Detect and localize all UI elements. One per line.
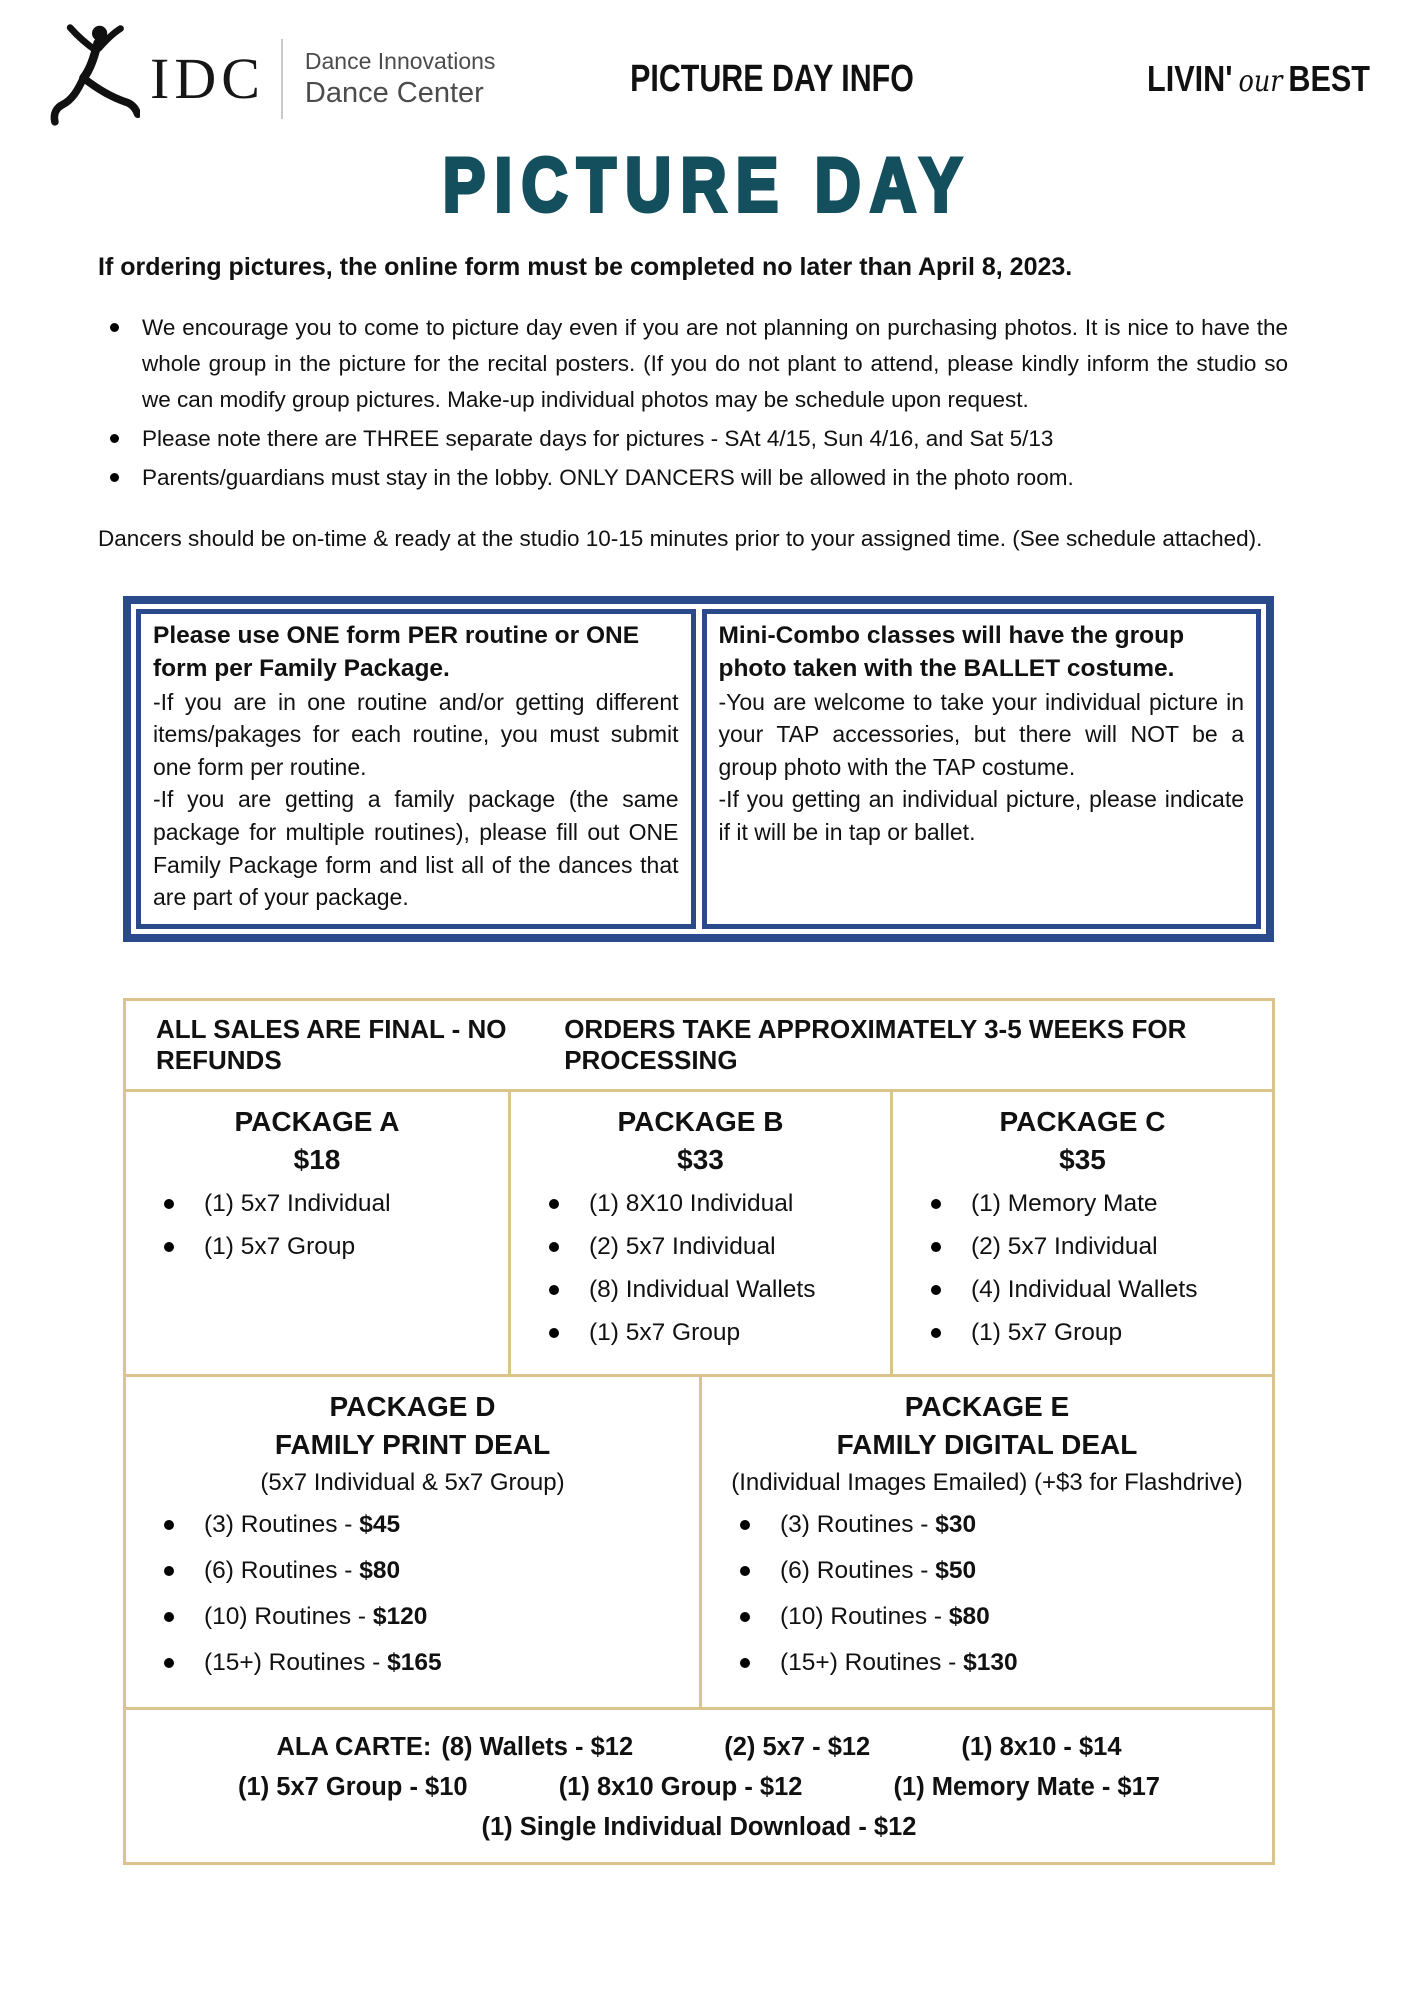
arrival-note: Dancers should be on-time & ready at the studio 10-15 minutes prior to your assigned time. (See schedule attached). (98, 526, 1263, 552)
page-header (0, 0, 1414, 138)
packages-de-row (126, 1377, 1272, 1710)
mini-combo-box (702, 609, 1262, 929)
routine-price: $80 (948, 1603, 990, 1631)
package-item: (8) Individual Wallets (511, 1276, 890, 1304)
package-item (126, 1649, 699, 1677)
package-d-cell (126, 1377, 699, 1707)
doc-header-title: PICTURE DAY INFO (630, 57, 914, 100)
package-item: (1) 5x7 Group (126, 1233, 508, 1261)
package-item (702, 1603, 1272, 1631)
bullet-item: We encourage you to come to picture day even if you are not planning on purchasing photos. It is nice to have the whole group in the picture for the recital posters. (If you do not plant to attend, please kindly inform the studio so we can modify group pictures. Make-up individual photos may be schedule upon request. (98, 310, 1288, 418)
package-e-cell (699, 1377, 1272, 1707)
package-e-subtitle: FAMILY DIGITAL DEAL (836, 1429, 1138, 1461)
mini-combo-paragraph: -If you getting an individual picture, please indicate if it will be in tap or ballet. (718, 786, 1244, 846)
package-item: (2) 5x7 Individual (893, 1233, 1272, 1261)
package-d-items (126, 1511, 699, 1677)
package-d-subtitle: FAMILY PRINT DEAL (274, 1429, 551, 1461)
routine-count: (6) Routines - (204, 1557, 360, 1585)
ala-carte-line (126, 1773, 1272, 1802)
package-item: (1) 5x7 Group (511, 1319, 890, 1347)
ala-carte-label: ALA CARTE: (276, 1733, 432, 1762)
mini-combo-heading: Mini-Combo classes will have the group photo taken with the BALLET costume. (718, 622, 1185, 683)
brand-name (305, 47, 496, 112)
package-b-cell (508, 1092, 890, 1374)
dancer-logo-icon (44, 20, 140, 138)
ala-carte-item: (8) Wallets - $12 (441, 1733, 634, 1762)
package-item (702, 1511, 1272, 1539)
form-rules-box (136, 609, 696, 929)
routine-count: (10) Routines - (204, 1603, 373, 1631)
routine-price: $45 (359, 1511, 401, 1539)
routine-count: (10) Routines - (780, 1603, 949, 1631)
routine-count: (15+) Routines - (780, 1649, 964, 1677)
package-e-note: (Individual Images Emailed) (+$3 for Flashdrive) (731, 1469, 1243, 1497)
routine-price: $130 (963, 1649, 1018, 1677)
brand-name-line2: Dance Center (304, 77, 484, 110)
tagline-part2: BEST (1288, 58, 1370, 99)
routine-price: $50 (935, 1557, 977, 1585)
routine-price: $80 (359, 1557, 401, 1585)
ala-carte-item: (2) 5x7 - $12 (724, 1733, 871, 1762)
tagline-script-word: our (1238, 64, 1283, 99)
ala-carte-item: (1) Memory Mate - $17 (893, 1773, 1160, 1802)
routine-count: (15+) Routines - (204, 1649, 388, 1677)
ala-carte-item: (1) 5x7 Group - $10 (238, 1773, 468, 1802)
info-boxes-container (123, 596, 1274, 942)
form-rules-heading: Please use ONE form PER routine or ONE form per Family Package. (153, 622, 640, 683)
tagline-part1: LIVIN' (1147, 58, 1233, 99)
package-a-items (126, 1190, 508, 1261)
package-a-cell (126, 1092, 508, 1374)
ala-carte-line (126, 1813, 1272, 1842)
package-item (702, 1557, 1272, 1585)
package-item: (4) Individual Wallets (893, 1276, 1272, 1304)
brand-abbr: IDC (150, 46, 265, 111)
package-b-price: $33 (677, 1144, 724, 1176)
package-item: (1) 5x7 Individual (126, 1190, 508, 1218)
processing-time-text: ORDERS TAKE APPROXIMATELY 3-5 WEEKS FOR PROCESSING (564, 1014, 1187, 1076)
routine-count: (6) Routines - (780, 1557, 936, 1585)
package-d-note: (5x7 Individual & 5x7 Group) (260, 1469, 565, 1497)
brand-name-line1: Dance Innovations (304, 47, 496, 74)
package-item (126, 1511, 699, 1539)
package-c-price: $35 (1059, 1144, 1106, 1176)
ala-carte-line (126, 1733, 1272, 1762)
routine-price: $120 (372, 1603, 428, 1631)
package-d-title: PACKAGE D (329, 1391, 496, 1423)
ala-carte-item: (1) Single Individual Download - $12 (481, 1813, 917, 1842)
package-a-price: $18 (293, 1144, 341, 1176)
package-c-items (893, 1190, 1272, 1347)
package-b-items (511, 1190, 890, 1347)
package-item (126, 1603, 699, 1631)
package-item (702, 1649, 1272, 1677)
packages-abc-row (126, 1092, 1272, 1377)
bullet-item: Parents/guardians must stay in the lobby. ONLY DANCERS will be allowed in the photo room. (98, 460, 1288, 496)
form-rules-paragraph: -If you are getting a family package (the same package for multiple routines), please fill out ONE Family Package form and list all of the dances that are part of your package. (153, 786, 679, 911)
routine-price: $30 (935, 1511, 977, 1539)
package-e-title: PACKAGE E (904, 1391, 1070, 1423)
package-item: (2) 5x7 Individual (511, 1233, 890, 1261)
package-item (126, 1557, 699, 1585)
sales-final-text: ALL SALES ARE FINAL - NO REFUNDS (156, 1014, 507, 1076)
pricing-table (123, 998, 1275, 1865)
package-b-title: PACKAGE B (617, 1106, 784, 1138)
package-item: (1) 8X10 Individual (511, 1190, 890, 1218)
routine-price: $165 (387, 1649, 442, 1677)
ala-carte-item: (1) 8x10 - $14 (961, 1733, 1122, 1762)
ala-carte-section (126, 1710, 1272, 1862)
package-c-cell (890, 1092, 1272, 1374)
pricing-header-row (126, 1001, 1272, 1092)
form-rules-paragraph: -If you are in one routine and/or getting different items/pakages for each routine, you must submit one form per routine. (153, 688, 679, 780)
bullet-item: Please note there are THREE separate days for pictures - SAt 4/15, Sun 4/16, and Sat 5/13 (98, 421, 1288, 457)
package-e-items (702, 1511, 1272, 1677)
brand-tagline (1056, 58, 1371, 100)
routine-count: (3) Routines - (204, 1511, 360, 1539)
package-a-title: PACKAGE A (234, 1106, 400, 1138)
package-item: (1) 5x7 Group (893, 1319, 1272, 1347)
package-item: (1) Memory Mate (893, 1190, 1272, 1218)
deadline-line: If ordering pictures, the online form must be completed no later than April 8, 2023. (98, 253, 1073, 282)
routine-count: (3) Routines - (780, 1511, 936, 1539)
info-bullet-list (98, 310, 1288, 496)
ala-carte-item: (1) 8x10 Group - $12 (558, 1773, 803, 1802)
page-title: PICTURE DAY (442, 143, 972, 228)
mini-combo-paragraph: -You are welcome to take your individual picture in your TAP accessories, but there will NOT be a group photo with the TAP costume. (718, 688, 1244, 780)
logo-divider (281, 39, 283, 119)
package-c-title: PACKAGE C (999, 1106, 1166, 1138)
brand-logo (44, 20, 544, 138)
